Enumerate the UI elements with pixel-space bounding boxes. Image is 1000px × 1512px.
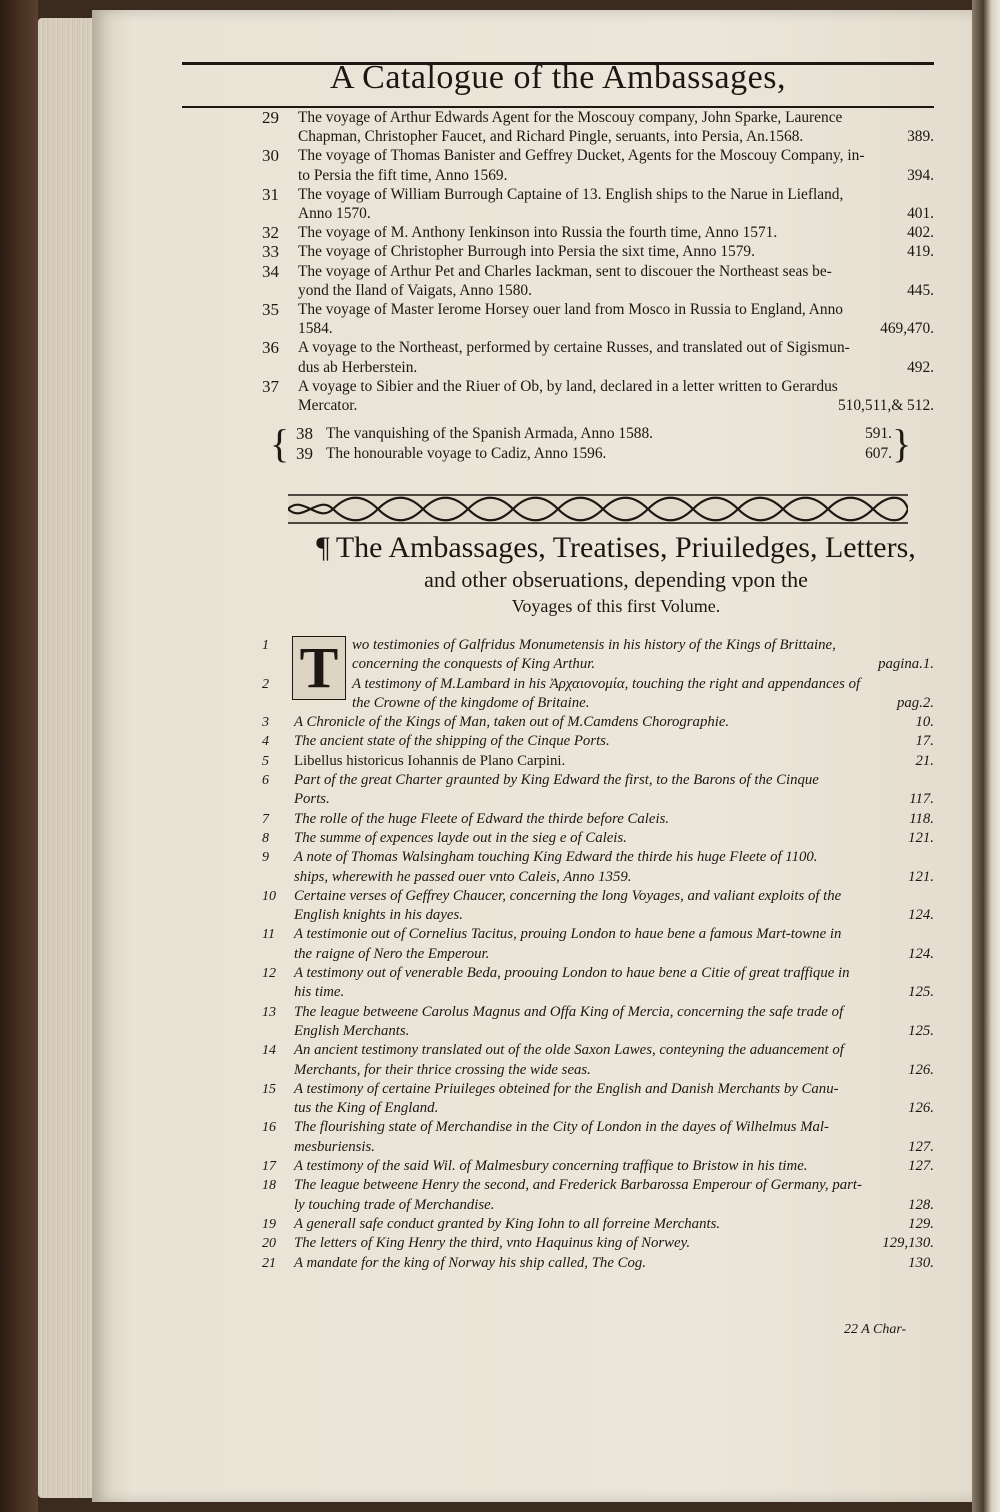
entry-line: Merchants, for their thrice crossing the wide seas. (294, 1061, 591, 1078)
bracketed-entry (296, 424, 892, 444)
page-ref: 127. (908, 1158, 934, 1175)
entry-line: dus ab Herberstein. (298, 358, 418, 376)
item-number: 10 (262, 888, 276, 904)
item-number: 11 (262, 927, 275, 943)
entry-number: 34 (262, 261, 279, 281)
entry-number: 38 (296, 424, 313, 443)
catchword: 22 A Char- (844, 1322, 907, 1337)
entry-line: English knights in his dayes. (294, 907, 463, 924)
item-number: 9 (262, 850, 269, 866)
entry-line: his time. (294, 984, 345, 1001)
entry-line: A voyage to Sibier and the Riuer of Ob, by land, declared in a letter written to Gerardus (298, 377, 838, 395)
item-number: 15 (262, 1081, 276, 1097)
list-item (262, 1118, 934, 1157)
page-ref: 125. (908, 1022, 934, 1039)
voyage-entry (262, 300, 934, 338)
list-item (262, 964, 934, 1003)
page-ref: 124. (908, 945, 934, 962)
entry-line: the raigne of Nero the Emperour. (294, 945, 490, 962)
voyage-list (262, 108, 934, 415)
voyage-entry (262, 262, 934, 300)
item-number: 4 (262, 734, 269, 750)
entry-line: A testimony out of venerable Beda, proouing London to haue bene a Citie of great traffique in (294, 965, 850, 982)
page-ref: 17. (915, 733, 934, 750)
entry-line: An ancient testimony translated out of the olde Saxon Lawes, conteyning the aduancement of (294, 1042, 844, 1059)
entry-line: the Crowne of the kingdome of Britaine. (352, 694, 590, 711)
left-brace-icon: { (270, 421, 290, 466)
page-ref: 389. (907, 128, 934, 146)
page-ref: 121. (908, 868, 934, 885)
entry-line: ships, wherewith he passed ouer vnto Caleis, Anno 1359. (294, 868, 632, 885)
page-ref: 126. (908, 1100, 934, 1117)
item-number: 5 (262, 753, 269, 769)
entry-line: A mandate for the king of Norway his ship called, The Cog. (294, 1254, 646, 1271)
entry-line: Certaine verses of Geffrey Chaucer, concerning the long Voyages, and valiant exploits of the (294, 887, 842, 904)
item-number: 6 (262, 773, 269, 789)
entry-line: A Chronicle of the Kings of Man, taken out of M.Camdens Chorographie. (294, 714, 730, 731)
initial-letter: T (299, 635, 339, 700)
running-head: A Catalogue of the Ambassages, (330, 59, 786, 96)
entry-line: to Persia the fift time, Anno 1569. (298, 166, 508, 184)
list-item (262, 848, 934, 887)
voyage-entry (262, 377, 934, 415)
list-item (262, 1176, 934, 1215)
page-ref: pagina.1. (878, 656, 934, 673)
page-ref: 591. (865, 425, 892, 442)
item-number: 20 (262, 1236, 276, 1252)
entry-number: 30 (262, 146, 279, 166)
entry-line: concerning the conquests of King Arthur. (352, 656, 596, 673)
list-item (262, 1041, 934, 1080)
entry-line: A testimonie out of Cornelius Tacitus, prouing London to haue bene a famous Mart-towne in (294, 926, 842, 943)
entry-number: 32 (262, 223, 279, 243)
entry-number: 36 (262, 338, 279, 358)
item-number: 19 (262, 1216, 276, 1232)
ornament-band-icon (288, 492, 908, 526)
page-ref: 607. (865, 445, 892, 462)
entry-number: 35 (262, 300, 279, 320)
ambassage-list (262, 636, 934, 1273)
entry-line: A testimony of the said Wil. of Malmesbury concerning traffique to Bristow in his time. (294, 1158, 808, 1175)
list-item (262, 675, 934, 714)
item-number: 17 (262, 1159, 276, 1175)
page-ref: 127. (908, 1138, 934, 1155)
entry-line: The league betweene Henry the second, and Frederick Barbarossa Emperour of Germany, part- (294, 1177, 862, 1194)
right-brace-icon: } (892, 421, 912, 466)
entry-line: The summe of expences layde out in the sieg e of Caleis. (294, 829, 627, 846)
bracketed-entry (296, 444, 892, 464)
entry-number: 29 (262, 108, 279, 127)
page-ref: 401. (907, 205, 934, 223)
entry-text: The honourable voyage to Cadiz, Anno 1596. (326, 445, 607, 462)
voyage-entry (262, 223, 934, 242)
entry-line: The rolle of the huge Fleete of Edward the thirde before Caleis. (294, 810, 670, 827)
voyage-entry (262, 146, 934, 184)
entry-line: A testimony of M.Lambard in his Ἀρχαιονομία, touching the right and appendances of (352, 675, 861, 692)
item-number: 21 (262, 1255, 276, 1271)
entry-line: The flourishing state of Merchandise in the City of London in the dayes of Wilhelmus Mal- (294, 1119, 829, 1136)
entry-line: A voyage to the Northeast, performed by certaine Russes, and translated out of Sigismun- (298, 339, 850, 357)
list-item (262, 1215, 934, 1234)
section-title-line: Voyages of this first Volume. (511, 596, 721, 616)
entry-line: ly touching trade of Merchandise. (294, 1196, 495, 1213)
page-ref: 419. (907, 243, 934, 261)
section-title (296, 530, 936, 618)
bracketed-voyages (270, 421, 912, 466)
page-ref: 129,130. (882, 1235, 934, 1252)
item-number: 3 (262, 715, 269, 731)
entry-line: Libellus historicus Iohannis de Plano Carpini. (294, 752, 566, 769)
page-ref: 126. (908, 1061, 934, 1078)
list-item (262, 752, 934, 771)
page-ref: 121. (908, 829, 934, 846)
page-ref: 117. (909, 791, 934, 808)
page-ref: 125. (908, 984, 934, 1001)
item-number: 16 (262, 1120, 276, 1136)
list-item (262, 771, 934, 810)
entry-line: The league betweene Carolus Magnus and Offa King of Mercia, concerning the safe trade of (294, 1003, 844, 1020)
section-title-line: and other obseruations, depending vpon the (424, 567, 808, 592)
item-number: 1 (262, 638, 269, 653)
item-number: 8 (262, 830, 269, 846)
entry-line: 1584. (298, 320, 333, 338)
item-number: 13 (262, 1004, 276, 1020)
page-ref: pag.2. (897, 694, 934, 711)
entry-line: mesburiensis. (294, 1138, 375, 1155)
page-ref: 492. (907, 358, 934, 376)
entry-text: The vanquishing of the Spanish Armada, Anno 1588. (326, 425, 654, 442)
list-item (262, 1003, 934, 1042)
entry-line: yond the Iland of Vaigats, Anno 1580. (298, 281, 532, 299)
list-item (262, 732, 934, 751)
list-item (262, 1157, 934, 1176)
entry-line: Part of the great Charter graunted by King Edward the first, to the Barons of the Cinque (294, 772, 819, 789)
list-item (262, 925, 934, 964)
list-item (262, 1234, 934, 1253)
entry-line: The voyage of Thomas Banister and Geffrey Ducket, Agents for the Moscouy Company, in- (298, 147, 865, 165)
list-item (262, 887, 934, 926)
list-item (262, 636, 934, 675)
entry-line: Mercator. (298, 397, 358, 415)
gutter-shadow (972, 0, 1000, 1512)
voyage-entry (262, 242, 934, 261)
page-edges (38, 18, 98, 1498)
list-item (262, 829, 934, 848)
list-item (262, 1254, 934, 1273)
entry-line: Anno 1570. (298, 205, 371, 223)
entry-line: The voyage of M. Anthony Ienkinson into Russia the fourth time, Anno 1571. (298, 224, 778, 242)
entry-number: 37 (262, 376, 279, 396)
pilcrow-icon: ¶ (316, 531, 330, 564)
entry-line: A note of Thomas Walsingham touching King Edward the thirde his huge Fleete of 1100. (294, 849, 818, 866)
entry-line: The voyage of William Burrough Captaine of 13. English ships to the Narue in Liefland, (298, 185, 844, 203)
page-ref: 21. (915, 752, 934, 769)
page-ref: 128. (908, 1196, 934, 1213)
page-ref: 130. (908, 1254, 934, 1271)
voyage-entry (262, 338, 934, 376)
section-title-line: The Ambassages, Treatises, Priuiledges, Letters, (335, 531, 916, 564)
entry-number: 33 (262, 242, 279, 262)
entry-line: A generall safe conduct granted by King Iohn to all forreine Merchants. (294, 1215, 721, 1232)
item-number: 2 (262, 676, 269, 692)
entry-line: Ports. (294, 791, 330, 808)
entry-line: The voyage of Master Ierome Horsey ouer land from Mosco in Russia to England, Anno (298, 301, 843, 319)
entry-line: English Merchants. (294, 1022, 410, 1039)
voyage-entry (262, 108, 934, 146)
list-item (262, 713, 934, 732)
entry-line: Chapman, Christopher Faucet, and Richard Pingle, seruants, into Persia, An.1568. (298, 128, 804, 146)
page-ref: 445. (907, 281, 934, 299)
page-ref: 469,470. (880, 320, 934, 338)
item-number: 18 (262, 1178, 276, 1194)
entry-number: 39 (296, 444, 313, 463)
entry-number: 31 (262, 184, 279, 204)
book-binding (0, 0, 38, 1512)
page-ref: 118. (909, 810, 934, 827)
entry-line: The letters of King Henry the third, vnto Haquinus king of Norwey. (294, 1235, 691, 1252)
entry-line: tus the King of England. (294, 1100, 439, 1117)
list-item (262, 1080, 934, 1119)
item-number: 7 (262, 811, 269, 827)
voyage-entry (262, 185, 934, 223)
list-item (262, 810, 934, 829)
item-number: 12 (262, 966, 276, 982)
entry-line: The voyage of Christopher Burrough into Persia the sixt time, Anno 1579. (298, 243, 755, 261)
entry-line: wo testimonies of Galfridus Monumetensis in his history of the Kings of Brittaine, (352, 637, 836, 653)
entry-line: A testimony of certaine Priuileges obteined for the English and Danish Merchants by Canu- (294, 1080, 839, 1097)
entry-line: The voyage of Arthur Edwards Agent for the Moscouy company, John Sparke, Laurence (298, 109, 843, 126)
item-number: 14 (262, 1043, 276, 1059)
page-ref: 510,511,& 512. (837, 397, 934, 415)
page-ref: 394. (907, 166, 934, 184)
page-ref: 10. (915, 714, 934, 731)
page-ref: 124. (908, 907, 934, 924)
page-ref: 129. (908, 1215, 934, 1232)
entry-line: The ancient state of the shipping of the Cinque Ports. (294, 733, 610, 750)
page-ref: 402. (907, 224, 934, 242)
entry-line: The voyage of Arthur Pet and Charles Iackman, sent to discouer the Northeast seas be- (298, 262, 832, 280)
